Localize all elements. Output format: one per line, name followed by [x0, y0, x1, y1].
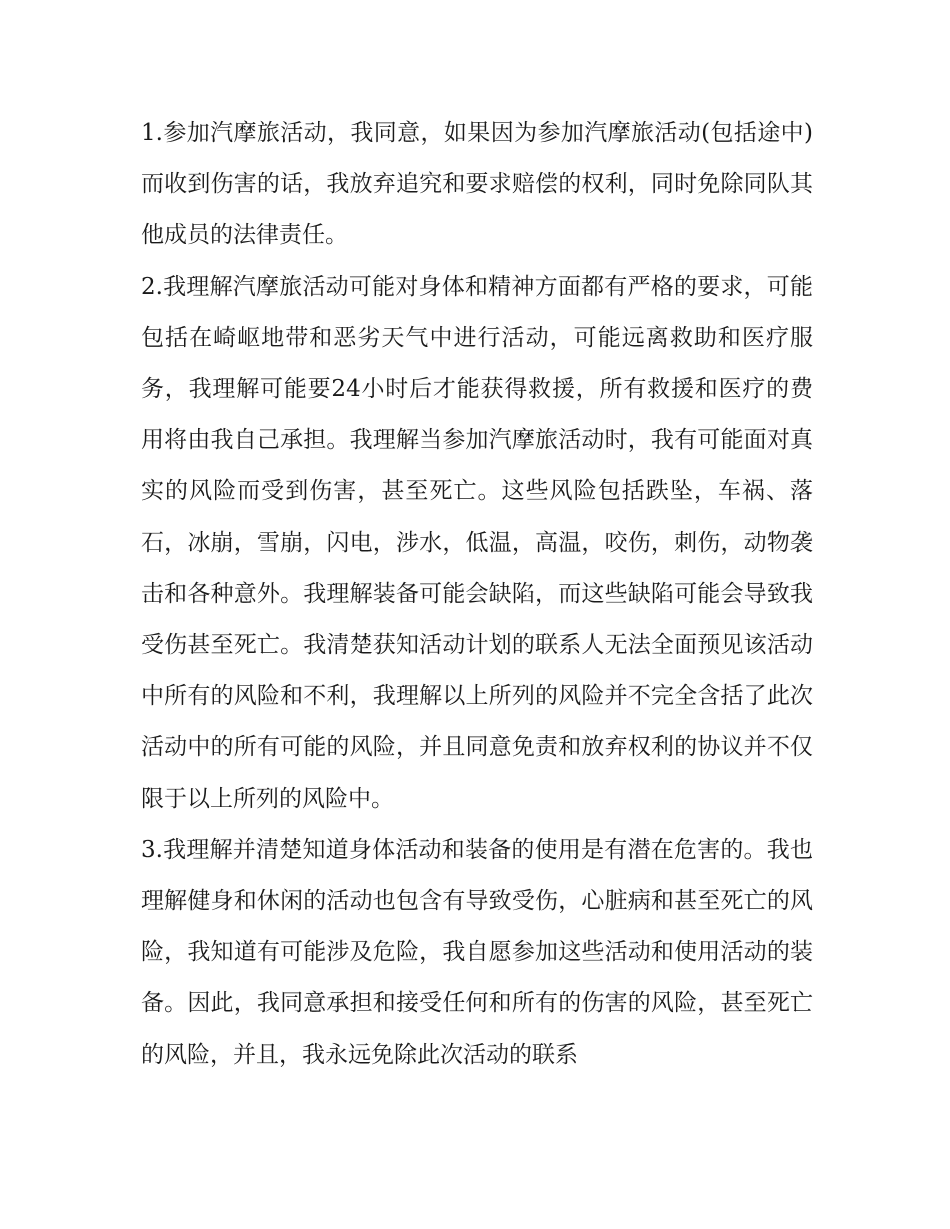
paragraph-3: 3.我理解并清楚知道身体活动和装备的使用是有潜在危害的。我也理解健身和休闲的活动也包含有导致受伤，心脏病和甚至死亡的风险，我知道有可能涉及危险，我自愿参加这些活动和使用活动的装备。因此，我同意承担和接受任何和所有的伤害的风险，甚至死亡的风险，并且，我永远免除此次活动的联系	[141, 836, 813, 1068]
paragraph-2: 2.我理解汽摩旅活动可能对身体和精神方面都有严格的要求，可能包括在崎岖地带和恶劣天气中进行活动，可能远离救助和医疗服务，我理解可能要24小时后才能获得救援，所有救援和医疗的费用将由我自己承担。我理解当参加汽摩旅活动时，我有可能面对真实的风险而受到伤害，甚至死亡。这些风险包括跌坠，车祸、落石，冰崩，雪崩，闪电，涉水，低温，高温，咬伤，刺伤，动物袭击和各种意外。我理解装备可能会缺陷，而这些缺陷可能会导致我受伤甚至死亡。我清楚获知活动计划的联系人无法全面预见该活动中所有的风险和不利，我理解以上所列的风险并不完全含括了此次活动中的所有可能的风险，并且同意免责和放弃权利的协议并不仅限于以上所列的风险中。	[141, 273, 813, 812]
paragraph-1: 1.参加汽摩旅活动，我同意，如果因为参加汽摩旅活动(包括途中)而收到伤害的话，我放弃追究和要求赔偿的权利，同时免除同队其他成员的法律责任。	[141, 120, 813, 249]
document-body	[141, 108, 813, 1081]
